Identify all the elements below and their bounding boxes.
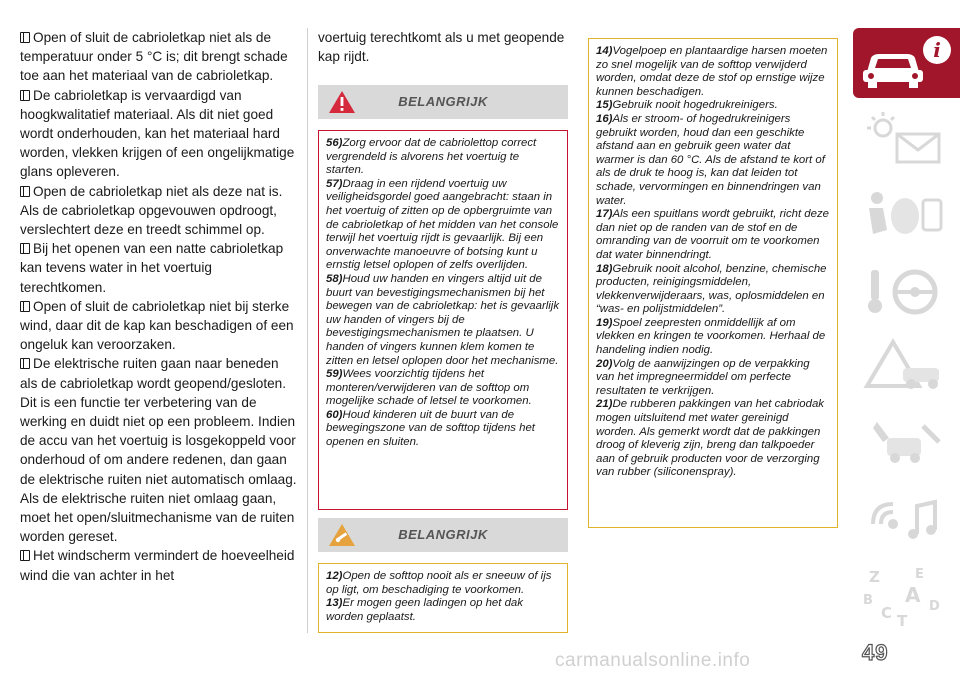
note-item: 13)Er mogen geen ladingen op het dak worden geplaatst. [326,597,523,623]
page-number: 49 [862,640,889,665]
warning-box [318,130,568,510]
bullet-paragraph: Het windscherm vermindert de hoeveelheid wind die van achter in het [20,548,295,583]
note-item: 15)Gebruik nooit hogedrukreinigers. [596,99,778,112]
bullet-paragraph: Open de cabrioletkap niet als deze nat is. Als de cabrioletkap opgevouwen opdroogt, verslechtert deze en treedt schimmel op. [20,183,283,238]
airbag-seat-icon [853,180,960,250]
book-icon [20,550,30,561]
svg-text:B: B [863,593,873,608]
bullet-paragraph: De elektrische ruiten gaan naar beneden als de cabrioletkap wordt geopend/gesloten. Dit is een functie ter verbetering van de werking en duidt niet op een probleem. Indien de accu van het voertuig is losgekoppeld voor onderhoud of om andere redenen, dan gaan de elektrische ruiten niet automatisch omlaag. Als de elektrische ruiten niet omlaag gaan, moet het open/sluitmechanisme van de ruiten worden gereset. [20,356,297,545]
note-item: 12)Open de softtop nooit als er sneeuw of ijs op ligt, om beschadiging te voorkomen. [326,570,552,596]
note-item: 20)Volg de aanwijzingen op de verpakking van het impregneermiddel om perfecte resultaten te verkrijgen. [596,357,810,397]
note-item: 19)Spoel zeepresten onmiddellijk af om vlekken en kringen te voorkomen. Herhaal de handeling indien nodig. [596,316,826,357]
svg-text:T: T [897,612,908,630]
caution-header [318,518,568,552]
note-item: 57)Draag in een rijdend voertuig uw veiligheidsgordel goed aangebracht: staan in het voertuig of zitten op de opbergruimte van de cabrioletkap of het midden van het console terwijl het voertuig rijdt is gevaarlijk. Bij een onverwachte manoeuvre of botsing kunt u ernstig letsel oplopen of zelfs overlijden. [326,177,559,272]
multimedia-icon [853,484,960,554]
warning-triangle-icon [853,332,960,402]
book-icon [20,186,30,197]
bullet-paragraph: Open of sluit de cabrioletkap niet bij sterke wind, daar dit de kap kan beschadigen of een ongeluk kan veroorzaken. [20,298,294,353]
car-info-icon [853,28,960,98]
note-item: 59)Wees voorzichtig tijdens het monteren/verwijderen van de softtop om mogelijke schade of letsel te voorkomen. [326,368,532,408]
note-item: 14)Vogelpoep en plantaardige harsen moeten zo snel mogelijk van de softtop verwijderd worden, omdat deze de stof op ernstige wijze kunnen beschadigen. [596,45,828,98]
note-item: 17)Als een spuitlans wordt gebruikt, richt deze dan niet op de randen van de stof en de omranding van de voorruit om te voorkomen dat water binnendringt. [596,208,830,261]
bullet-paragraph: Bij het openen van een natte cabrioletkap kan tevens water in het voertuig terechtkomen. [20,241,284,295]
caution-box [318,563,568,633]
warning-label: BELANGRIJK [398,94,488,109]
alphabetical-index-icon [853,560,960,630]
bullet-paragraph: De cabrioletkap is vervaardigd van hoogkwalitatief materiaal. Als dit niet goed wordt onderhouden, kan het materiaal hard worden, vlekken krijgen of een ongelijkmatige glans opleveren. [20,87,295,180]
book-icon [20,32,30,43]
svg-text:i: i [933,38,941,62]
wrench-service-icon [853,408,960,478]
svg-text:E: E [915,567,924,582]
svg-text:A: A [905,583,921,607]
warning-header [318,85,568,119]
svg-text:D: D [929,599,940,614]
note-item: 60)Houd kinderen uit de buurt van de bewegingszone van de softtop tijdens het openen en sluiten. [326,408,535,449]
tab-multimedia[interactable] [853,484,960,554]
note-item: 56)Zorg ervoor dat de cabriolettop correct vergrendeld is alvorens het voertuig te starten. [326,137,537,177]
note-item: 18)Gebruik nooit alcohol, benzine, chemische producten, reinigingsmiddelen, vlekkenverwijderaars, was, oplosmiddelen en “was- en polijstmiddelen”. [596,262,827,316]
book-icon [20,301,30,312]
column-1 [20,28,298,585]
bullet-paragraph: Open of sluit de cabrioletkap niet als de temperatuur onder 5 °C is; dit brengt schade toe aan het materiaal van de cabrioletkap. [20,30,288,84]
tab-dashboard-lights[interactable] [853,104,960,174]
book-icon [20,90,30,101]
note-item: 16)Als er stroom- of hogedrukreinigers gebruikt worden, houd dan een geschikte afstand aan en gebruik geen water dat warmer is dan 60 °C. Als de afstand te kort of als de druk te hoog is, kan dat leiden tot schade, vervormingen en binnendringen van water. [596,112,825,207]
tab-car-info[interactable] [853,28,960,98]
caution-box-continued [588,38,838,528]
watermark: carmanualsonline.info [555,650,751,671]
svg-text:C: C [881,604,893,622]
note-item: 21)De rubberen pakkingen van het cabriodak mogen uitsluitend met water gereinigd worden. Als gemerkt wordt dat de pakkingen droog of kleverig zijn, breng dan talkpoeder aan of gebruik producten voor de verzorging van rubber (siliconenspray). [596,398,824,479]
tab-emergency[interactable] [853,332,960,402]
tab-safety[interactable] [853,180,960,250]
book-icon [20,243,30,254]
tab-index[interactable] [853,560,960,630]
svg-text:Z: Z [869,568,880,586]
book-icon [20,358,30,369]
column-divider [307,28,308,633]
note-item: 58)Houd uw handen en vingers altijd uit de buurt van bevestigingsmechanismen bij het bewegen van de cabrioletkap: het is gevaarlijk uw handen of vingers bij de bevestigingsmechanismen te plaatsen. U handen of vingers kunnen klem komen te zitten en letsel oplopen door het mechanisme. [326,272,560,367]
dashboard-lights-icon [853,104,960,174]
column-2-intro: voertuig terechtkomt als u met geopende kap rijdt. [318,30,565,65]
tab-service[interactable] [853,408,960,478]
steering-key-icon [853,256,960,326]
caution-label: BELANGRIJK [398,527,488,542]
tab-starting-driving[interactable] [853,256,960,326]
